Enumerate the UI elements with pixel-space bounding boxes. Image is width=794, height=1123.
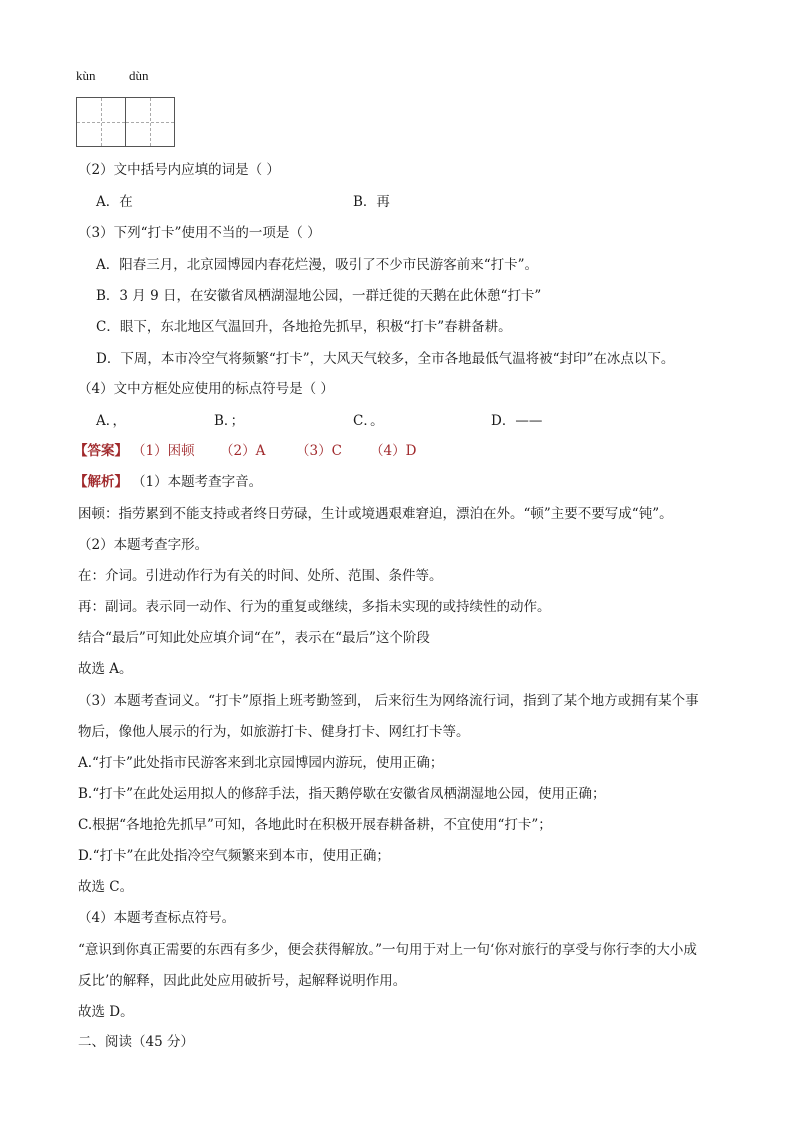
analysis-p1-intro: （1）本题考查字音。 bbox=[132, 474, 263, 490]
analysis-p4-intro: （4）本题考查标点符号。 bbox=[78, 910, 236, 926]
tianzige-box-2 bbox=[125, 97, 175, 147]
analysis-p1-text: 困顿：指劳累到不能支持或者终日劳碌，生计或境遇艰难窘迫，漂泊在外。“顿”主要不要写成“钝”。 bbox=[78, 506, 673, 522]
analysis-p3-a: A.“打卡”此处指市民游客来到北京园博园内游玩，使用正确； bbox=[78, 755, 444, 771]
q2-option-a: A．在 bbox=[96, 194, 133, 210]
q3-option-c: C．眼下，东北地区气温回升，各地抢先抓早，积极“打卡”春耕备耕。 bbox=[96, 319, 512, 335]
q3-option-a: A．阳春三月，北京园博园内春花烂漫，吸引了不少市民游客前来“打卡”。 bbox=[96, 257, 539, 273]
q3-stem: （3）下列“打卡”使用不当的一项是（ ） bbox=[78, 225, 321, 241]
analysis-p2-choose: 故选 A。 bbox=[78, 661, 133, 677]
q4-stem: （4）文中方框处应使用的标点符号是（ ） bbox=[78, 381, 334, 397]
pinyin-kun: kùn bbox=[76, 68, 96, 83]
analysis-p3-line1: （3）本题考查词义。“打卡”原指上班考勤签到， 后来衍生为网络流行词，指到了某个地方或拥有某个事 bbox=[78, 693, 699, 709]
q3-option-b: B．3 月 9 日，在安徽省凤栖湖湿地公园，一群迁徙的天鹅在此休憩“打卡” bbox=[96, 288, 542, 304]
analysis-p2-intro: （2）本题考查字形。 bbox=[78, 537, 209, 553]
analysis-p2-conclude: 结合“最后”可知此处应填介词“在”，表示在“最后”这个阶段 bbox=[78, 630, 430, 646]
answer-2: （2）A bbox=[220, 443, 266, 459]
answer-4: （4）D bbox=[370, 443, 417, 459]
q2-option-b: B．再 bbox=[353, 194, 390, 210]
section-heading-reading: 二、阅读（45 分） bbox=[78, 1034, 194, 1050]
analysis-p2-zai: 在：介词。引进动作行为有关的时间、处所、范围、条件等。 bbox=[78, 568, 443, 584]
q3-option-d: D．下周，本市冷空气将频繁“打卡”，大风天气较多，全市各地最低气温将被“封印”在冰点以下。 bbox=[96, 351, 675, 367]
analysis-p3-choose: 故选 C。 bbox=[78, 879, 134, 895]
answer-label: 【答案】 bbox=[74, 443, 128, 459]
q4-option-a: A．， bbox=[96, 413, 126, 429]
analysis-p4-line1: “意识到你真正需要的东西有多少，便会获得解放。”一句用于对上一句‘你对旅行的享受与你行李的大小成 bbox=[78, 942, 697, 958]
analysis-p3-line2: 物后，像他人展示的行为，如旅游打卡、健身打卡、网红打卡等。 bbox=[78, 724, 470, 740]
q4-option-d: D．—— bbox=[491, 413, 543, 429]
q4-option-b: B．； bbox=[214, 413, 245, 429]
pinyin-dun: dùn bbox=[129, 68, 149, 83]
tianzige-box-1 bbox=[76, 97, 126, 147]
answer-1: （1）困顿 bbox=[132, 443, 195, 459]
analysis-p3-c: C.根据“各地抢先抓早”可知，各地此时在积极开展春耕备耕，不宜使用“打卡”； bbox=[78, 817, 552, 833]
analysis-p3-d: D.“打卡”在此处指冷空气频繁来到本市，使用正确； bbox=[78, 848, 390, 864]
answer-3: （3）C bbox=[296, 443, 342, 459]
analysis-p4-line2: 反比’的解释，因此此处应用破折号，起解释说明作用。 bbox=[78, 973, 407, 989]
analysis-p2-zai2: 再：副词。表示同一动作、行为的重复或继续，多指未实现的或持续性的动作。 bbox=[78, 599, 551, 615]
q2-stem: （2）文中括号内应填的词是（ ） bbox=[78, 162, 280, 178]
analysis-label: 【解析】 bbox=[74, 474, 128, 490]
analysis-p3-b: B.“打卡”在此处运用拟人的修辞手法，指天鹅停歇在安徽省凤栖湖湿地公园，使用正确； bbox=[78, 786, 606, 802]
q4-option-c: C．。 bbox=[353, 413, 384, 429]
analysis-p4-choose: 故选 D。 bbox=[78, 1004, 134, 1020]
